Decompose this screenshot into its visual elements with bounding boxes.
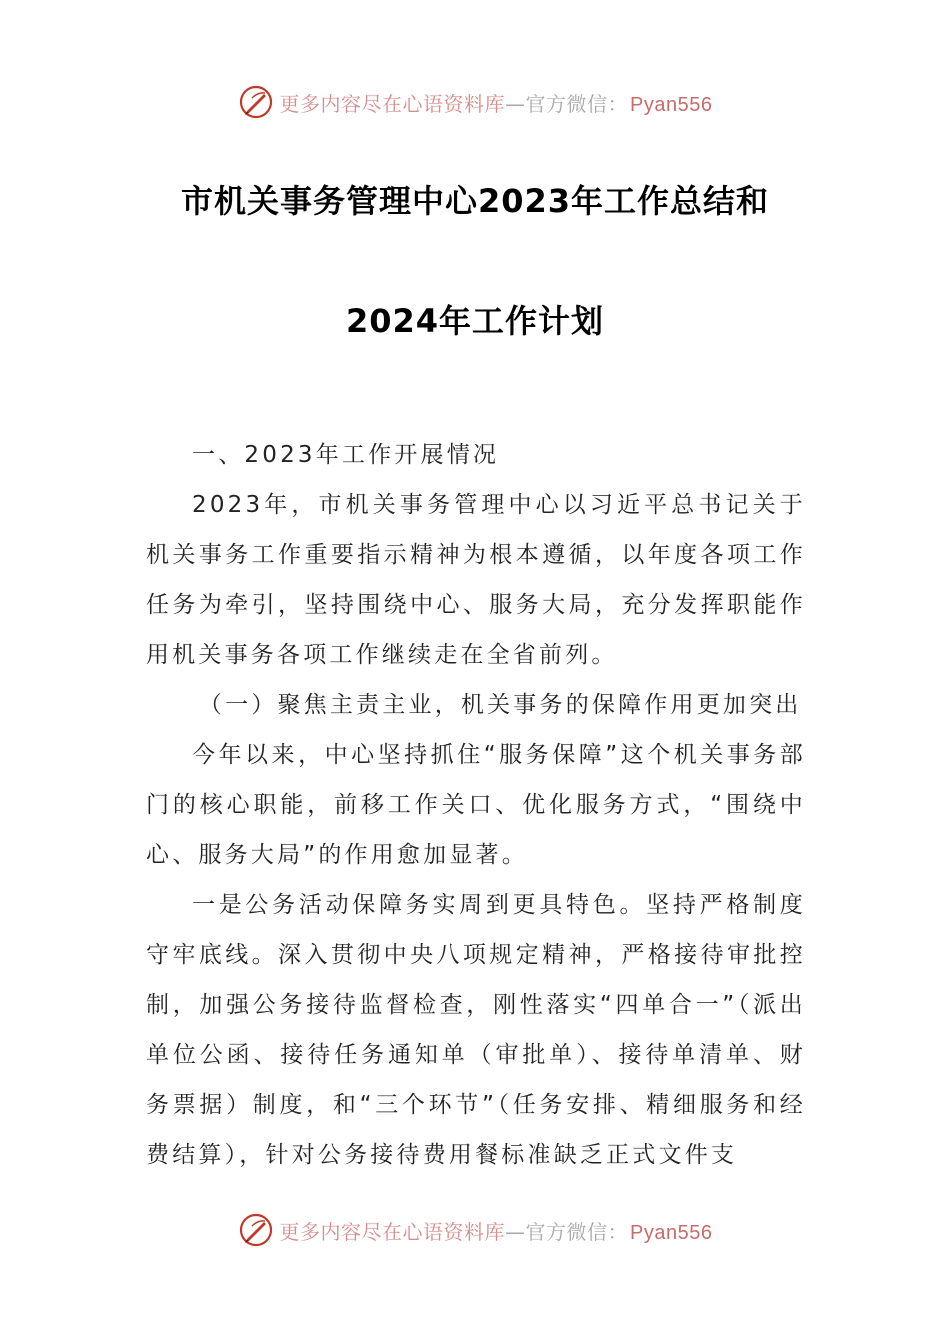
point-one-paragraph: 一是公务活动保障务实周到更具特色。坚持严格制度守牢底线。深入贯彻中央八项规定精神，严格接待审批控制，加强公务接待监督检查，刚性落实“四单合一”（派出单位公函、接待任务通知单（审批单）、接待单清单、财务票据）制度，和“三个环节”（任务安排、精细服务和经费结算），针对公务接待费用餐标准缺乏正式文件支 bbox=[146, 892, 806, 1168]
document-title-line2: 2024年工作计划 bbox=[345, 302, 605, 340]
watermark-header bbox=[0, 82, 950, 122]
watermark-brand: 更多内容尽在心语资料库 bbox=[279, 1219, 506, 1244]
watermark-separator: —官方微信： bbox=[505, 1219, 629, 1244]
document-body bbox=[146, 430, 806, 1180]
watermark-text bbox=[280, 1216, 713, 1245]
watermark-brand: 更多内容尽在心语资料库 bbox=[279, 91, 506, 116]
subsection-paragraph: 今年以来，中心坚持抓住“服务保障”这个机关事务部门的核心职能，前移工作关口、优化服务方式，“围绕中心、服务大局”的作用愈加显著。 bbox=[146, 742, 806, 868]
watermark-separator: —官方微信： bbox=[505, 91, 629, 116]
watermark-wechat-id: Pyan556 bbox=[630, 93, 713, 116]
quill-pen-logo-icon bbox=[238, 1212, 274, 1248]
quill-pen-logo-icon bbox=[238, 84, 274, 120]
document-title-line1: 市机关事务管理中心2023年工作总结和 bbox=[180, 182, 770, 220]
watermark-footer bbox=[0, 1210, 950, 1250]
subsection-heading: （一）聚焦主责主业，机关事务的保障作用更加突出 bbox=[198, 692, 802, 718]
watermark-text bbox=[280, 88, 713, 117]
intro-paragraph: 2023年，市机关事务管理中心以习近平总书记关于机关事务工作重要指示精神为根本遵循，以年度各项工作任务为牵引，坚持围绕中心、服务大局，充分发挥职能作用机关事务各项工作继续走在全省前列。 bbox=[146, 492, 806, 668]
section-heading: 一、2023年工作开展情况 bbox=[192, 442, 500, 468]
watermark-wechat-id: Pyan556 bbox=[630, 1221, 713, 1244]
